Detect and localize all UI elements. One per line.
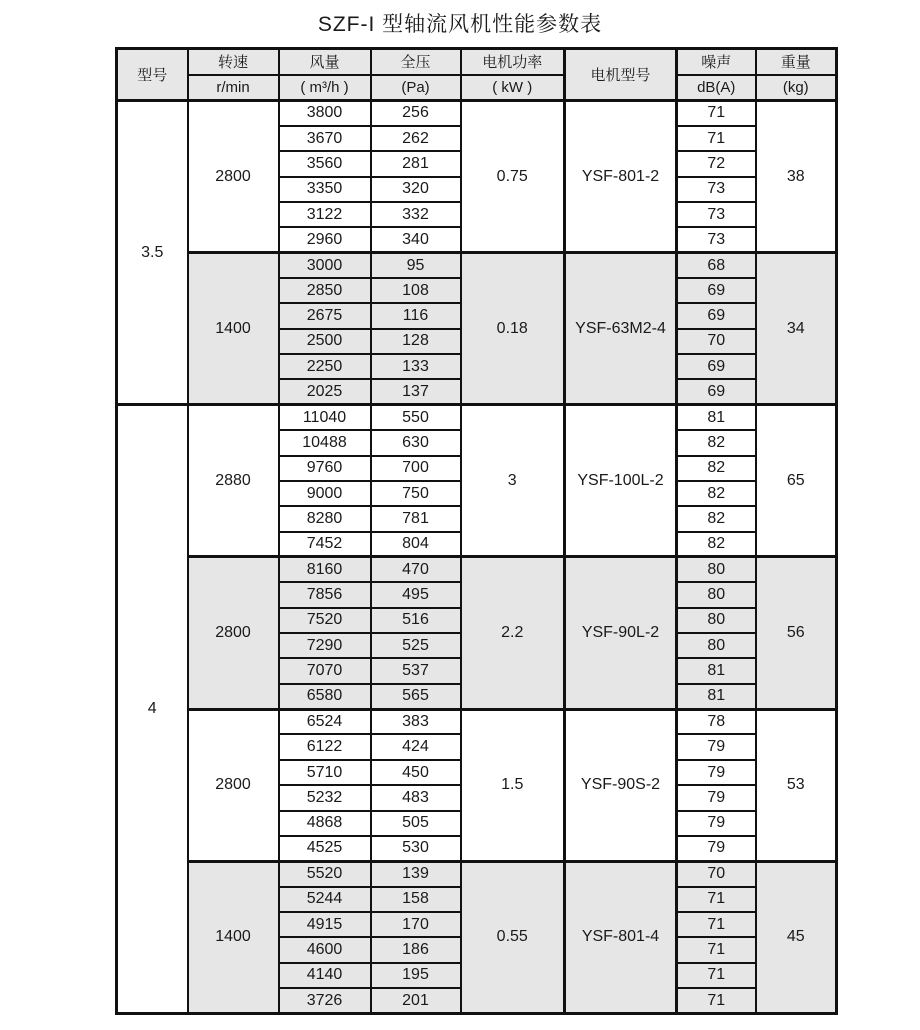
header-power-unit: ( kW ) [461, 75, 565, 101]
header-row-units [117, 75, 837, 101]
pressure-cell: 530 [371, 836, 461, 861]
pressure-cell: 158 [371, 887, 461, 912]
pressure-cell: 505 [371, 811, 461, 836]
flow-cell: 2675 [279, 303, 371, 328]
flow-cell: 3726 [279, 988, 371, 1013]
noise-cell: 79 [677, 836, 756, 861]
speed-cell: 1400 [188, 861, 279, 1013]
table-row [117, 101, 837, 126]
flow-cell: 4600 [279, 937, 371, 962]
pressure-cell: 750 [371, 481, 461, 506]
pressure-cell: 116 [371, 303, 461, 328]
power-cell: 0.18 [461, 253, 565, 405]
power-cell: 1.5 [461, 709, 565, 861]
pressure-cell: 133 [371, 354, 461, 379]
fan-performance-table [115, 47, 838, 1015]
table-row [117, 709, 837, 734]
pressure-cell: 262 [371, 126, 461, 151]
noise-cell: 79 [677, 734, 756, 759]
pressure-cell: 630 [371, 430, 461, 455]
header-flow-unit: ( m³/h ) [279, 75, 371, 101]
table-body [117, 101, 837, 1014]
flow-cell: 5520 [279, 861, 371, 886]
noise-cell: 82 [677, 481, 756, 506]
pressure-cell: 525 [371, 633, 461, 658]
motor-cell: YSF-801-2 [565, 101, 677, 253]
speed-cell: 2800 [188, 101, 279, 253]
header-pressure: 全压 [371, 49, 461, 75]
noise-cell: 70 [677, 329, 756, 354]
flow-cell: 3800 [279, 101, 371, 126]
flow-cell: 3670 [279, 126, 371, 151]
noise-cell: 80 [677, 633, 756, 658]
weight-cell: 56 [756, 557, 837, 709]
noise-cell: 81 [677, 684, 756, 709]
pressure-cell: 804 [371, 532, 461, 557]
pressure-cell: 186 [371, 937, 461, 962]
flow-cell: 7070 [279, 658, 371, 683]
noise-cell: 71 [677, 126, 756, 151]
flow-cell: 10488 [279, 430, 371, 455]
noise-cell: 73 [677, 202, 756, 227]
noise-cell: 70 [677, 861, 756, 886]
flow-cell: 2500 [279, 329, 371, 354]
weight-cell: 45 [756, 861, 837, 1013]
speed-cell: 2800 [188, 557, 279, 709]
noise-cell: 82 [677, 430, 756, 455]
motor-cell: YSF-90S-2 [565, 709, 677, 861]
pressure-cell: 128 [371, 329, 461, 354]
noise-cell: 79 [677, 785, 756, 810]
noise-cell: 69 [677, 303, 756, 328]
table-row [117, 861, 837, 886]
noise-cell: 79 [677, 811, 756, 836]
weight-cell: 38 [756, 101, 837, 253]
pressure-cell: 565 [371, 684, 461, 709]
table-row [117, 557, 837, 582]
flow-cell: 6524 [279, 709, 371, 734]
flow-cell: 4525 [279, 836, 371, 861]
table-row [117, 405, 837, 430]
page-title: SZF-I 型轴流风机性能参数表 [317, 13, 603, 36]
noise-cell: 82 [677, 506, 756, 531]
header-pressure-unit: (Pa) [371, 75, 461, 101]
flow-cell: 11040 [279, 405, 371, 430]
pressure-cell: 139 [371, 861, 461, 886]
pressure-cell: 470 [371, 557, 461, 582]
flow-cell: 5232 [279, 785, 371, 810]
header-speed: 转速 [188, 49, 279, 75]
flow-cell: 2250 [279, 354, 371, 379]
header-flow: 风量 [279, 49, 371, 75]
pressure-cell: 170 [371, 912, 461, 937]
flow-cell: 2850 [279, 278, 371, 303]
model-cell: 4 [117, 405, 188, 1014]
flow-cell: 7520 [279, 608, 371, 633]
noise-cell: 68 [677, 253, 756, 278]
flow-cell: 6580 [279, 684, 371, 709]
speed-cell: 1400 [188, 253, 279, 405]
flow-cell: 2025 [279, 379, 371, 404]
noise-cell: 79 [677, 760, 756, 785]
power-cell: 0.75 [461, 101, 565, 253]
pressure-cell: 320 [371, 177, 461, 202]
header-row-main [117, 49, 837, 75]
power-cell: 2.2 [461, 557, 565, 709]
pressure-cell: 108 [371, 278, 461, 303]
flow-cell: 2960 [279, 227, 371, 252]
pressure-cell: 781 [371, 506, 461, 531]
header-model: 型号 [117, 49, 188, 101]
noise-cell: 71 [677, 912, 756, 937]
noise-cell: 80 [677, 557, 756, 582]
noise-cell: 81 [677, 658, 756, 683]
noise-cell: 73 [677, 177, 756, 202]
noise-cell: 80 [677, 582, 756, 607]
noise-cell: 69 [677, 379, 756, 404]
model-cell: 3.5 [117, 101, 188, 405]
speed-cell: 2800 [188, 709, 279, 861]
pressure-cell: 281 [371, 151, 461, 176]
flow-cell: 3122 [279, 202, 371, 227]
flow-cell: 4915 [279, 912, 371, 937]
noise-cell: 80 [677, 608, 756, 633]
motor-cell: YSF-100L-2 [565, 405, 677, 557]
noise-cell: 78 [677, 709, 756, 734]
noise-cell: 71 [677, 937, 756, 962]
flow-cell: 6122 [279, 734, 371, 759]
flow-cell: 4868 [279, 811, 371, 836]
pressure-cell: 516 [371, 608, 461, 633]
header-speed-unit: r/min [188, 75, 279, 101]
weight-cell: 34 [756, 253, 837, 405]
pressure-cell: 537 [371, 658, 461, 683]
header-power: 电机功率 [461, 49, 565, 75]
pressure-cell: 95 [371, 253, 461, 278]
speed-cell: 2880 [188, 405, 279, 557]
pressure-cell: 137 [371, 379, 461, 404]
flow-cell: 5244 [279, 887, 371, 912]
pressure-cell: 450 [371, 760, 461, 785]
pressure-cell: 550 [371, 405, 461, 430]
pressure-cell: 483 [371, 785, 461, 810]
noise-cell: 71 [677, 101, 756, 126]
flow-cell: 9760 [279, 456, 371, 481]
pressure-cell: 201 [371, 988, 461, 1013]
header-motor: 电机型号 [565, 49, 677, 101]
noise-cell: 71 [677, 887, 756, 912]
pressure-cell: 332 [371, 202, 461, 227]
pressure-cell: 340 [371, 227, 461, 252]
header-weight: 重量 [756, 49, 837, 75]
pressure-cell: 195 [371, 963, 461, 988]
power-cell: 3 [461, 405, 565, 557]
weight-cell: 53 [756, 709, 837, 861]
noise-cell: 82 [677, 532, 756, 557]
pressure-cell: 256 [371, 101, 461, 126]
flow-cell: 8160 [279, 557, 371, 582]
flow-cell: 7452 [279, 532, 371, 557]
flow-cell: 3350 [279, 177, 371, 202]
flow-cell: 3000 [279, 253, 371, 278]
pressure-cell: 700 [371, 456, 461, 481]
flow-cell: 8280 [279, 506, 371, 531]
noise-cell: 81 [677, 405, 756, 430]
flow-cell: 4140 [279, 963, 371, 988]
flow-cell: 7290 [279, 633, 371, 658]
noise-cell: 71 [677, 988, 756, 1013]
noise-cell: 71 [677, 963, 756, 988]
motor-cell: YSF-90L-2 [565, 557, 677, 709]
weight-cell: 65 [756, 405, 837, 557]
flow-cell: 5710 [279, 760, 371, 785]
noise-cell: 82 [677, 456, 756, 481]
pressure-cell: 495 [371, 582, 461, 607]
header-noise-unit: dB(A) [677, 75, 756, 101]
power-cell: 0.55 [461, 861, 565, 1013]
noise-cell: 73 [677, 227, 756, 252]
flow-cell: 3560 [279, 151, 371, 176]
header-weight-unit: (kg) [756, 75, 837, 101]
header-noise: 噪声 [677, 49, 756, 75]
noise-cell: 69 [677, 278, 756, 303]
flow-cell: 9000 [279, 481, 371, 506]
table-header [117, 49, 837, 101]
pressure-cell: 424 [371, 734, 461, 759]
motor-cell: YSF-63M2-4 [565, 253, 677, 405]
flow-cell: 7856 [279, 582, 371, 607]
table-row [117, 253, 837, 278]
noise-cell: 72 [677, 151, 756, 176]
motor-cell: YSF-801-4 [565, 861, 677, 1013]
pressure-cell: 383 [371, 709, 461, 734]
noise-cell: 69 [677, 354, 756, 379]
